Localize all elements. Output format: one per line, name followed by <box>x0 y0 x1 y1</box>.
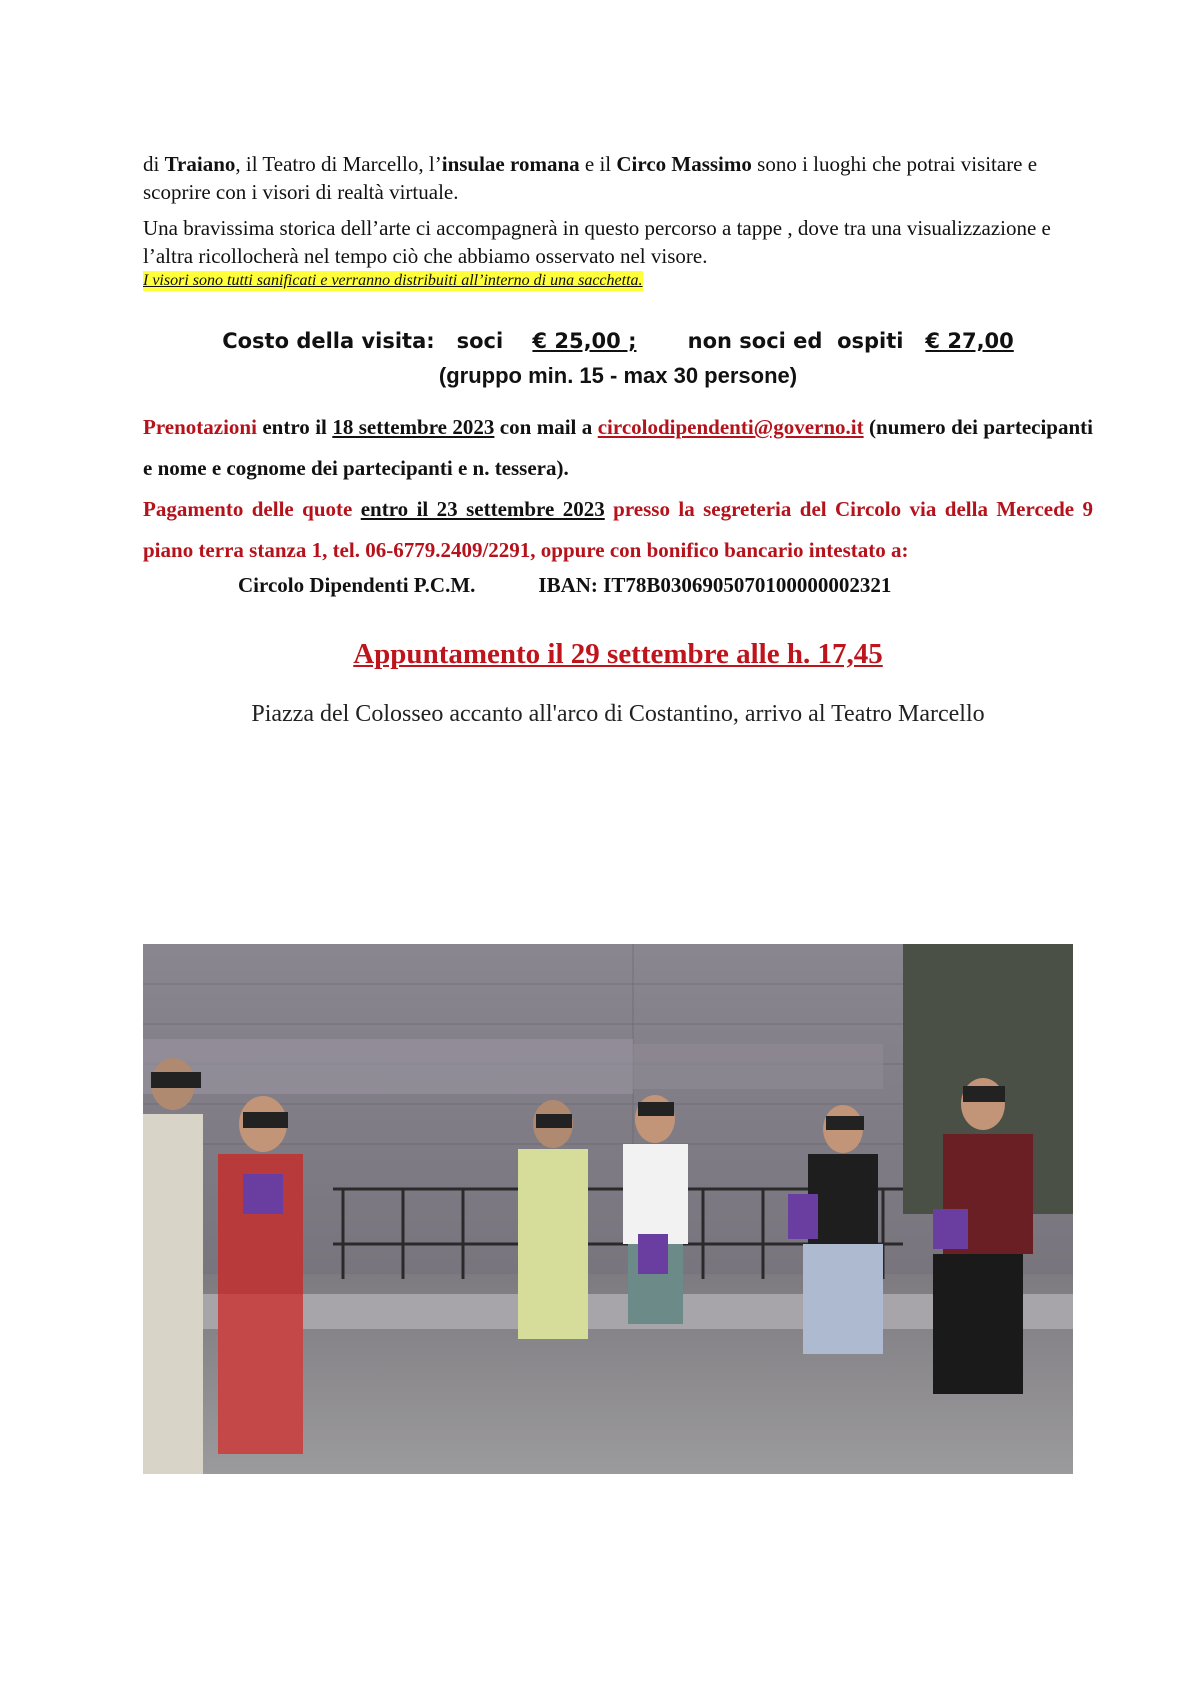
insulae-bold: insulae romana <box>441 152 580 176</box>
intro-paragraph-1 <box>143 150 1093 206</box>
sanitization-note: I visori sono tutti sanificati e verranno distribuiti all’interno di una sacchetta. <box>143 272 643 289</box>
payment-deadline: entro il 23 settembre 2023 <box>360 497 605 521</box>
document-body <box>143 150 1093 728</box>
circo-massimo-bold: Circo Massimo <box>616 152 752 176</box>
traiano-bold: Traiano <box>164 152 236 176</box>
account-holder: Circolo Dipendenti P.C.M. <box>238 573 476 597</box>
booking-info <box>143 407 1093 571</box>
intro-text: , il Teatro di Marcello, l’ <box>235 152 442 176</box>
booking-text: con mail a <box>494 415 598 439</box>
intro-text: di <box>143 152 165 176</box>
booking-heading: Prenotazioni <box>143 415 257 439</box>
bank-details <box>143 573 1093 598</box>
intro-text: sono i luoghi che potrai visitare e scoprire con i visori di realtà virtuale. <box>143 152 1038 204</box>
appointment-heading: Appuntamento il 29 settembre alle h. 17,45 <box>353 638 883 670</box>
intro-text: e il <box>579 152 617 176</box>
cost-label: Costo della visita: soci <box>222 329 533 353</box>
guest-label: non soci ed ospiti <box>636 329 926 353</box>
member-price: € 25,00 ; <box>532 329 637 353</box>
iban: IBAN: IT78B0306905070100000002321 <box>538 573 892 597</box>
guest-price: € 27,00 <box>925 329 1014 353</box>
booking-text: (numero dei partecipanti e nome e cognome dei partecipanti e n. tessera). <box>143 415 1093 480</box>
payment-details: presso la segreteria del Circolo via della Mercede 9 piano terra stanza 1, tel. 06-6779.2409/2291, oppure con bonifico bancario intestato a: <box>143 497 1093 562</box>
meeting-point: Piazza del Colosseo accanto all'arco di Costantino, arrivo al Teatro Marcello <box>251 701 985 727</box>
booking-deadline: 18 settembre 2023 <box>332 415 495 439</box>
payment-heading: Pagamento delle quote <box>143 497 361 521</box>
email-link[interactable]: circolodipendenti@governo.it <box>597 415 864 439</box>
group-vr-photo <box>143 944 1073 1474</box>
intro-paragraph-2: Una bravissima storica dell’arte ci accompagnerà in questo percorso a tappe , dove tra una visualizzazione e l’altra ricollocherà nel tempo ciò che abbiamo osservato nel visore. <box>143 216 1051 268</box>
cost-line <box>143 329 1093 353</box>
group-size: (gruppo min. 15 - max 30 persone) <box>438 363 798 388</box>
booking-text: entro il <box>256 415 333 439</box>
